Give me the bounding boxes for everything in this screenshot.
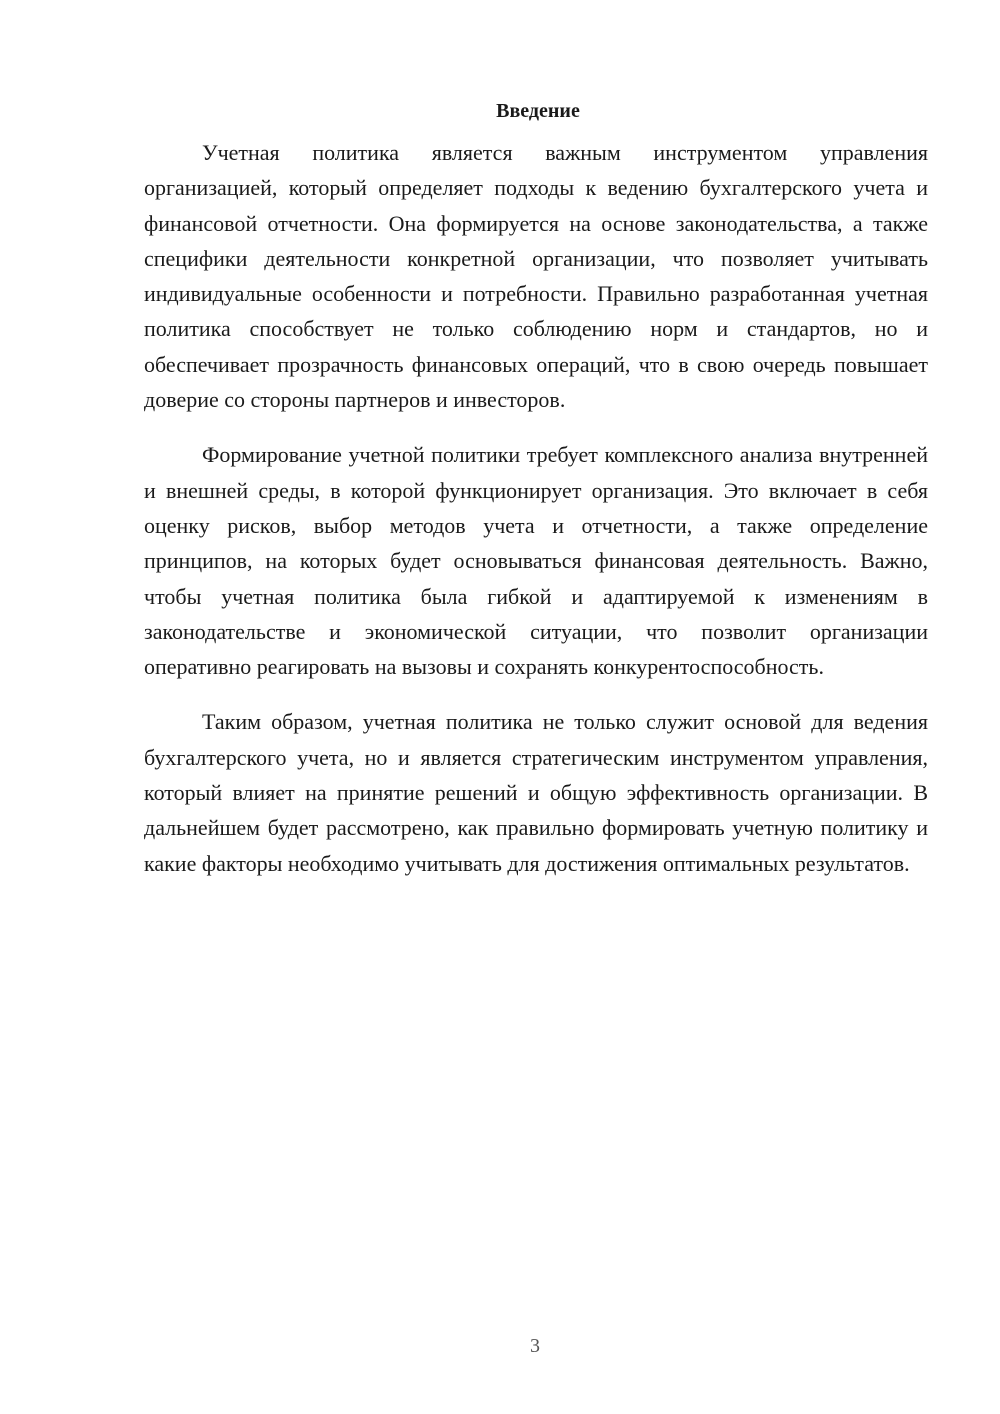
page-number: 3: [530, 1335, 540, 1357]
paragraph-3: Таким образом, учетная политика не только служит основой для ведения бухгалтерского учета, но и является стратегическим инструментом управления, который влияет на принятие решений и общую эффективность организации. В дальнейшем будет рассмотрено, как правильно формировать учетную политику и какие факторы необходимо учитывать для достижения оптимальных результатов.: [144, 709, 928, 876]
paragraph-2: Формирование учетной политики требует комплексного анализа внутренней и внешней среды, в которой функционирует организация. Это включает в себя оценку рисков, выбор методов учета и отчетности, а также определение принципов, на которых будет основываться финансовая деятельность. Важно, чтобы учетная политика была гибкой и адаптируемой к изменениям в законодательстве и экономической ситуации, что позволит организации оперативно реагировать на вызовы и сохранять конкурентоспособность.: [144, 442, 928, 680]
paragraph-1: Учетная политика является важным инструментом управления организацией, который определяет подходы к ведению бухгалтерского учета и финансовой отчетности. Она формируется на основе законодательства, а также специфики деятельности конкретной организации, что позволяет учитывать индивидуальные особенности и потребности. Правильно разработанная учетная политика способствует не только соблюдению норм и стандартов, но и обеспечивает прозрачность финансовых операций, что в свою очередь повышает доверие со стороны партнеров и инвесторов.: [144, 140, 928, 413]
page-content: [144, 94, 928, 881]
section-heading: Введение: [496, 100, 580, 122]
